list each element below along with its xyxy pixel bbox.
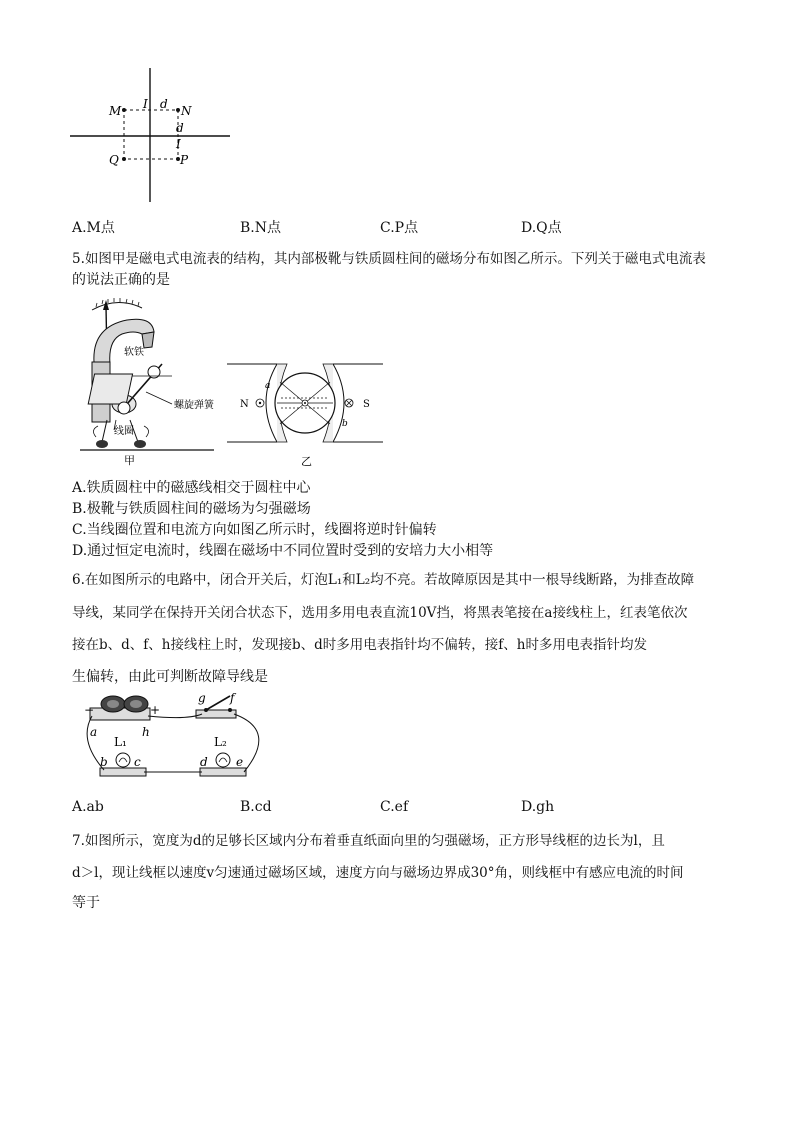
label-term-a: a xyxy=(90,725,98,739)
q6-option-d[interactable]: D.gh xyxy=(521,799,555,815)
q6-option-b[interactable]: B.cd xyxy=(240,799,272,815)
label-coil: 线圈 xyxy=(114,426,134,437)
label-L1: L₁ xyxy=(114,735,127,749)
q5-option-a[interactable]: A.铁质圆柱中的磁感线相交于圆柱中心 xyxy=(72,480,311,496)
label-plus: + xyxy=(150,703,161,717)
label-N: N xyxy=(181,104,192,118)
figure-jia-galvanometer xyxy=(72,292,222,467)
q6-stem-line2: 导线，某同学在保持开关闭合状态下，选用多用电表直流10V挡，将黑表笔接在a接线柱上，红表笔依次 xyxy=(72,605,688,621)
q7-stem-line1: 7.如图所示，宽度为d的足够长区域内分布着垂直纸面向里的匀强磁场，正方形导线框的边长为l，且 xyxy=(72,833,665,849)
label-Q: Q xyxy=(109,153,119,167)
label-term-c: c xyxy=(134,755,141,769)
label-term-b: b xyxy=(100,755,108,769)
q4-option-b[interactable]: B.N点 xyxy=(240,220,281,236)
q4-option-a[interactable]: A.M点 xyxy=(72,220,115,236)
label-I-vertical: I xyxy=(143,97,148,111)
q5-stem-line1: 5.如图甲是磁电式电流表的结构，其内部极靴与铁质圆柱间的磁场分布如图乙所示。下列关于磁电式电流表 xyxy=(72,251,706,267)
label-minus: − xyxy=(84,703,95,717)
figure-circuit xyxy=(78,690,278,790)
label-term-d: d xyxy=(200,755,208,769)
q6-stem-line3: 接在b、d、f、h接线柱上时，发现接b、d时多用电表指针均不偏转，接f、h时多用电表指针均发 xyxy=(72,637,647,653)
q4-option-c[interactable]: C.P点 xyxy=(380,220,419,236)
q6-option-a[interactable]: A.ab xyxy=(72,799,104,815)
q5-option-b[interactable]: B.极靴与铁质圆柱间的磁场为匀强磁场 xyxy=(72,501,311,517)
figure-yi-field xyxy=(225,352,385,470)
label-a: a xyxy=(265,381,271,391)
label-d-right: d xyxy=(176,121,184,135)
label-S-pole: S xyxy=(363,399,370,410)
label-term-f: f xyxy=(230,691,235,705)
q5-option-d[interactable]: D.通过恒定电流时，线圈在磁场中不同位置时受到的安培力大小相等 xyxy=(72,543,494,559)
label-term-e: e xyxy=(236,755,244,769)
q7-stem-line3: 等于 xyxy=(72,895,100,911)
label-P: P xyxy=(180,153,189,167)
label-d-top: d xyxy=(160,97,168,111)
q5-stem-line2: 的说法正确的是 xyxy=(72,272,170,288)
caption-jia: 甲 xyxy=(124,454,135,467)
label-M: M xyxy=(109,104,122,118)
label-b: b xyxy=(342,419,348,429)
label-I-horizontal: I xyxy=(176,137,181,151)
label-N-pole: N xyxy=(240,399,249,410)
label-L2: L₂ xyxy=(214,735,227,749)
q7-stem-line2: d＞l，现让线框以速度v匀速通过磁场区域，速度方向与磁场边界成30°角，则线框中有感应电流的时间 xyxy=(72,865,684,881)
q5-option-c[interactable]: C.当线圈位置和电流方向如图乙所示时，线圈将逆时针偏转 xyxy=(72,522,437,538)
q6-stem-line4: 生偏转，由此可判断故障导线是 xyxy=(72,669,268,685)
q6-stem-line1: 6.在如图所示的电路中，闭合开关后，灯泡L₁和L₂均不亮。若故障原因是其中一根导线断路，为排查故障 xyxy=(72,572,695,588)
label-term-g: g xyxy=(198,691,206,705)
figure-crossing-wires xyxy=(60,62,240,207)
caption-yi: 乙 xyxy=(301,455,312,468)
q4-option-d[interactable]: D.Q点 xyxy=(521,220,562,236)
label-term-h: h xyxy=(142,725,150,739)
q6-option-c[interactable]: C.ef xyxy=(380,799,409,815)
label-ruantie: 软铁 xyxy=(124,347,144,358)
label-spring: 螺旋弹簧 xyxy=(174,400,214,411)
